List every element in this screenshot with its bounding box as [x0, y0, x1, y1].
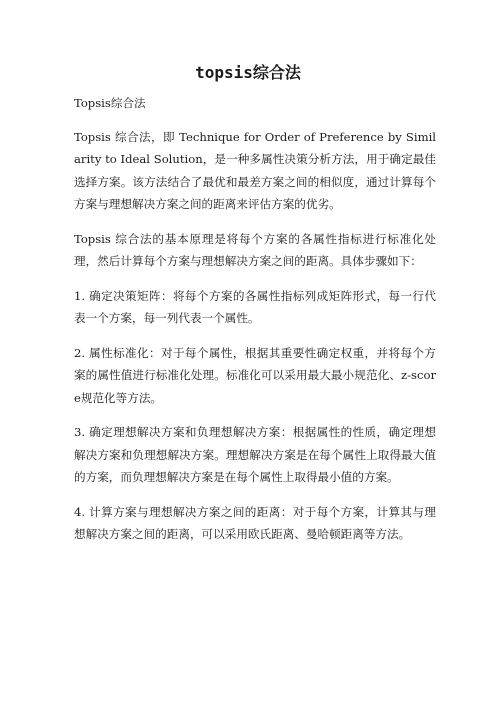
paragraph-principle: Topsis 综合法的基本原理是将每个方案的各属性指标进行标准化处理，然后计算每个方案与理想解决方案之间的距离。具体步骤如下： — [74, 231, 436, 268]
document-subtitle: Topsis综合法 — [74, 96, 146, 110]
paragraph-step-2: 2. 属性标准化：对于每个属性，根据其重要性确定权重，并将每个方案的属性值进行标准化处理。标准化可以采用最大最小规范化、z-score规范化等方法。 — [74, 345, 436, 405]
paragraph-intro: Topsis 综合法，即 Technique for Order of Preference by Similarity to Ideal Solution，是一种多属性决策分析方法，用于确定最佳选择方案。该方法结合了最优和最差方案之间的相似度，通过计算每个方案与理想解决方案之间的距离来评估方案的优劣。 — [74, 129, 436, 211]
paragraph-step-4: 4. 计算方案与理想解决方案之间的距离：对于每个方案，计算其与理想解决方案之间的距离，可以采用欧氏距离、曼哈顿距离等方法。 — [74, 504, 436, 541]
paragraph-step-3: 3. 确定理想解决方案和负理想解决方案：根据属性的性质，确定理想解决方案和负理想解决方案。理想解决方案是在每个属性上取得最大值的方案，而负理想解决方案是在每个属性上取得最小值的方案。 — [74, 425, 436, 484]
document-body — [74, 92, 436, 558]
document-title: topsis综合法 — [195, 63, 301, 82]
paragraph-step-1: 1. 确定决策矩阵：将每个方案的各属性指标列成矩阵形式，每一行代表一个方案，每一列代表一个属性。 — [74, 288, 436, 325]
